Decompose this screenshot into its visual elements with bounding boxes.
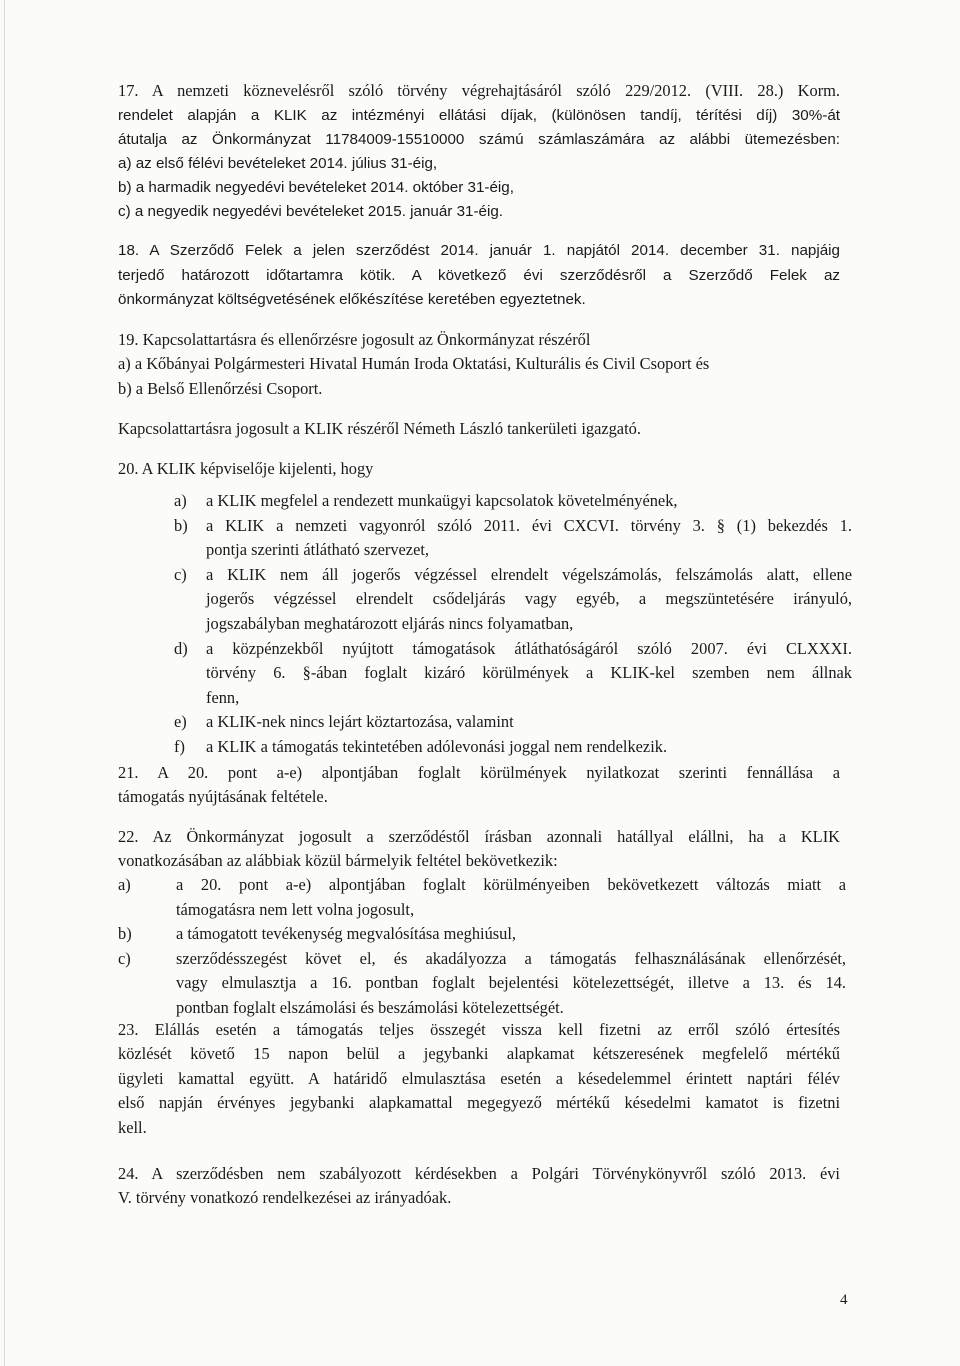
s22-item-line: pontban foglalt elszámolási és beszámolási kötelezettségét.	[176, 997, 564, 1017]
s21-line-1: 21. A 20. pont a-e) alpontjában foglalt körülmények nyilatkozat szerinti fennállása a	[118, 763, 840, 782]
page-number: 4	[840, 1292, 848, 1308]
s17-item-b: b) a harmadik negyedévi bevételeket 2014. október 31-éig,	[118, 179, 514, 196]
s24-line-2: V. törvény vonatkozó rendelkezései az irányadóak.	[118, 1188, 452, 1207]
s21-line-2: támogatás nyújtásának feltétele.	[118, 787, 328, 806]
s18-line-2: terjedő határozott időtartamra kötik. A következő évi szerződésről a Szerződő Felek az	[118, 267, 840, 284]
s22-marker: a)	[118, 875, 131, 894]
s17-item-c: c) a negyedik negyedévi bevételeket 2015. január 31-éig.	[118, 203, 504, 220]
s20-item-line: a KLIK megfelel a rendezett munkaügyi kapcsolatok követelményének,	[206, 491, 678, 510]
s22-marker: b)	[118, 924, 132, 943]
s23-line: ügyleti kamattal együtt. A határidő elmulasztása esetén a késedelemmel érintett naptári félév	[118, 1068, 840, 1088]
s20-marker: c)	[174, 564, 187, 584]
s22-line-1: 22. Az Önkormányzat jogosult a szerződéstől írásban azonnali hatállyal elállni, ha a KLIK	[118, 827, 840, 846]
s20-item-line: pontja szerinti átlátható szervezet,	[206, 540, 429, 560]
s17-line-3: átutalja az Önkormányzat 11784009-15510000 számú számlaszámára az alábbi ütemezésben:	[118, 131, 840, 148]
s17-line-2: rendelet alapján a KLIK az intézményi ellátási díjak, (különösen tandíj, térítési díj) 30%-át	[118, 107, 840, 124]
s20-item-line: jogszabályban meghatározott eljárás nincs folyamatban,	[206, 614, 574, 633]
s17-item-a: a) az első félévi bevételeket 2014. július 31-éig,	[118, 155, 438, 172]
s20-item-line: törvény 6. §-ában foglalt kizáró körülmények a KLIK-kel szemben nem állnak	[206, 663, 852, 683]
s23-line: 23. Elállás esetén a támogatás teljes összegét vissza kell fizetni az erről szóló értesítés	[118, 1020, 840, 1039]
s20-item-line: fenn,	[206, 687, 240, 707]
s19-item-b: b) a Belső Ellenőrzési Csoport.	[118, 379, 323, 398]
s20-item-line: a KLIK a támogatás tekintetében adólevonási joggal nem rendelkezik.	[206, 737, 668, 756]
scan-edge-line	[4, 0, 5, 1366]
s20-intro: 20. A KLIK képviselője kijelenti, hogy	[118, 459, 374, 478]
s22-item-line: vagy elmulasztja a 16. pontban foglalt bejelentési kötelezettségét, illetve a 13. és 14.	[176, 973, 846, 992]
s20-marker: e)	[174, 712, 187, 732]
s20-marker: b)	[174, 515, 188, 535]
s22-line-2: vonatkozásában az alábbiak közül bármelyik feltétel bekövetkezik:	[118, 851, 558, 870]
s20-item-line: a KLIK a nemzeti vagyonról szóló 2011. évi CXCVI. törvény 3. § (1) bekezdés 1.	[206, 515, 852, 535]
s20-item-line: a KLIK nem áll jogerős végzéssel elrendelt végelszámolás, felszámolás alatt, ellene	[206, 564, 852, 584]
s22-item-line: a 20. pont a-e) alpontjában foglalt körülményeiben bekövetkezett változás miatt a	[176, 875, 846, 894]
s24-line-1: 24. A szerződésben nem szabályozott kérdésekben a Polgári Törvénykönyvről szóló 2013. évi	[118, 1164, 840, 1183]
s23-line: első napján érvényes jegybanki alapkamattal megegyező mértékű késedelmi kamatot is fizetni	[118, 1093, 840, 1113]
s23-line: kell.	[118, 1117, 147, 1137]
s22-marker: c)	[118, 948, 131, 968]
s18-line-3: önkormányzat költségvetésének előkészítése keretében egyeztetnek.	[118, 291, 586, 308]
s22-item-line: a támogatott tevékenység megvalósítása meghiúsul,	[176, 924, 517, 943]
s20-marker: a)	[174, 491, 187, 510]
s22-item-line: szerződésszegést követ el, és akadályozza a támogatás felhasználásának ellenőrzését,	[176, 948, 846, 968]
s20-marker: d)	[174, 638, 188, 658]
s17-line-1: 17. A nemzeti köznevelésről szóló törvény végrehajtásáról szóló 229/2012. (VIII. 28.) Korm.	[118, 81, 840, 100]
s18-line-1: 18. A Szerződő Felek a jelen szerződést 2014. január 1. napjától 2014. december 31. napjáig	[118, 242, 840, 259]
s20-item-line: jogerős végzéssel elrendelt csődeljárás vagy egyéb, a megszüntetésére irányuló,	[206, 589, 852, 609]
s19-line-1: 19. Kapcsolattartásra és ellenőrzésre jogosult az Önkormányzat részéről	[118, 330, 591, 349]
s20-marker: f)	[174, 737, 185, 756]
s23-line: közlését követő 15 napon belül a jegybanki alapkamat kétszeresének megfelelő mértékű	[118, 1044, 840, 1064]
s20-item-line: a KLIK-nek nincs lejárt köztartozása, valamint	[206, 712, 514, 732]
s19-klik-contact: Kapcsolattartásra jogosult a KLIK részéről Németh László tankerületi igazgató.	[118, 419, 641, 438]
s19-item-a: a) a Kőbányai Polgármesteri Hivatal Humán Iroda Oktatási, Kulturális és Civil Csoport és	[118, 354, 710, 373]
s22-item-line: támogatásra nem lett volna jogosult,	[176, 899, 415, 919]
s20-item-line: a közpénzekből nyújtott támogatások átláthatóságáról szóló 2007. évi CLXXXI.	[206, 638, 852, 658]
